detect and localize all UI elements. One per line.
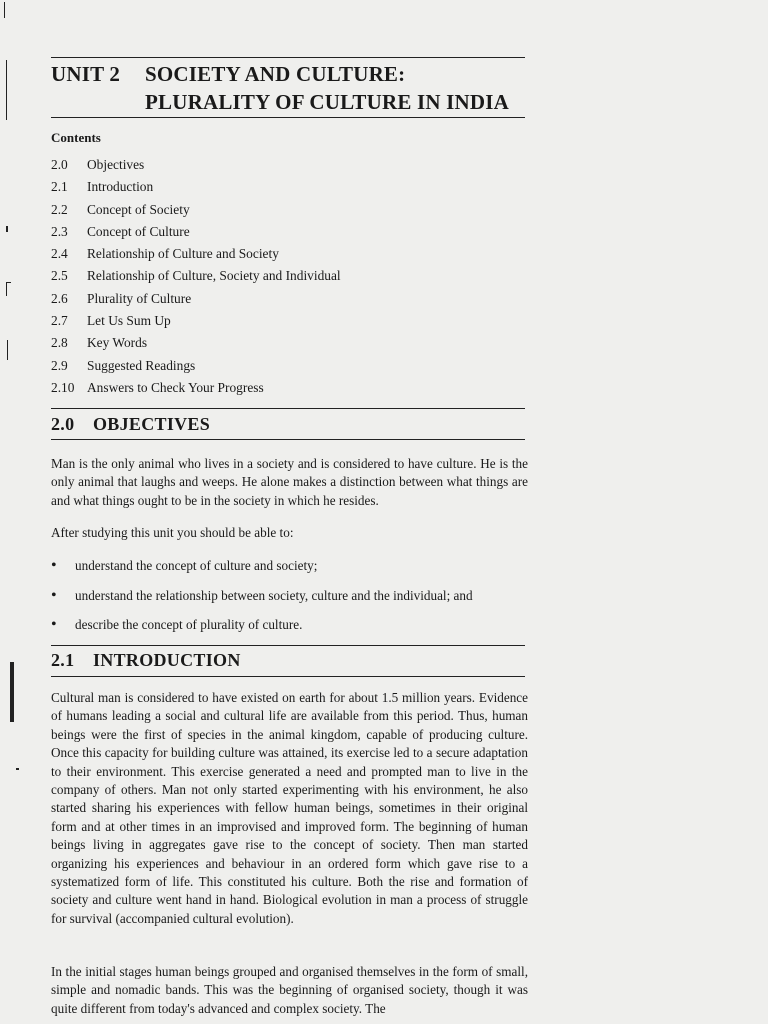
objectives-top-rule xyxy=(51,408,525,409)
toc-item: 2.10 Answers to Check Your Progress xyxy=(51,379,264,395)
list-item: • describe the concept of plurality of culture. xyxy=(51,616,303,633)
objectives-list xyxy=(51,557,473,646)
objectives-paragraph: Man is the only animal who lives in a society and is considered to have culture. He is the only animal that laughs and weeps. He alone makes a distinction between what things are and what things ought to be in the society in which he resides. xyxy=(51,456,528,508)
objectives-lead-in: After studying this unit you should be able to: xyxy=(51,525,294,540)
list-item: • understand the relationship between society, culture and the individual; and xyxy=(51,586,473,604)
introduction-bottom-rule xyxy=(51,676,525,677)
introduction-paragraph-2: In the initial stages human beings grouped and organised themselves in the form of small, simple and nomadic bands. This was the beginning of organised society, though it was quite different from today's advanced and complex society. The xyxy=(51,964,528,1016)
bullet-icon: • xyxy=(51,586,57,604)
table-of-contents xyxy=(51,154,341,399)
unit-title-line2: PLURALITY OF CULTURE IN INDIA xyxy=(145,90,510,114)
unit-title-line1: SOCIETY AND CULTURE: xyxy=(145,62,406,86)
toc-item: 2.3 Concept of Culture xyxy=(51,223,190,239)
title-top-rule xyxy=(51,57,525,58)
bullet-icon: • xyxy=(51,616,57,633)
toc-item: 2.4 Relationship of Culture and Society xyxy=(51,246,279,262)
toc-item: 2.1 Introduction xyxy=(51,179,154,195)
scan-edge-marks xyxy=(0,0,20,1024)
objectives-bottom-rule xyxy=(51,439,525,440)
toc-item: 2.7 Let Us Sum Up xyxy=(51,313,171,329)
unit-title xyxy=(51,60,531,116)
toc-item: 2.5 Relationship of Culture, Society and Individual xyxy=(51,268,341,284)
title-bottom-rule xyxy=(51,117,525,118)
introduction-top-rule xyxy=(51,645,525,646)
list-item: • understand the concept of culture and society; xyxy=(51,557,318,574)
section-heading-objectives: 2.0 OBJECTIVES xyxy=(51,414,211,434)
toc-item: 2.2 Concept of Society xyxy=(51,201,190,217)
contents-label: Contents xyxy=(51,130,101,145)
toc-item: 2.0 Objectives xyxy=(51,157,145,172)
unit-label: UNIT 2 xyxy=(51,62,121,86)
section-heading-introduction: 2.1 INTRODUCTION xyxy=(51,650,241,670)
toc-item: 2.8 Key Words xyxy=(51,335,148,351)
introduction-paragraph-1: Cultural man is considered to have existed on earth for about 1.5 million years. Evidence of humans leading a social and cultural life are available from this period. Thus, human beings were the first of species in the animal kingdom, capable of producing culture. Once this capacity for building culture was attained, its exercise led to a secure adaptation to their environment. This exercise generated a need and prompted man to live in the company of others. Man not only started experimenting with his environment, he also started sharing his experiences with fellow human beings, sometimes in their original form and at other times in an improvised and improved form. The beginning of human beings living in aggregates gave rise to the concept of society. Then man started organizing his experiences and behaviour in an ordered form which gave rise to a systematized form of life. This constituted his culture. Both the rise and formation of society and culture went hand in hand. Biological evolution in man a process of struggle for survival (accompanied cultural evolution). xyxy=(51,690,528,926)
toc-item: 2.9 Suggested Readings xyxy=(51,357,196,373)
bullet-icon: • xyxy=(51,557,57,574)
toc-item: 2.6 Plurality of Culture xyxy=(51,290,192,306)
